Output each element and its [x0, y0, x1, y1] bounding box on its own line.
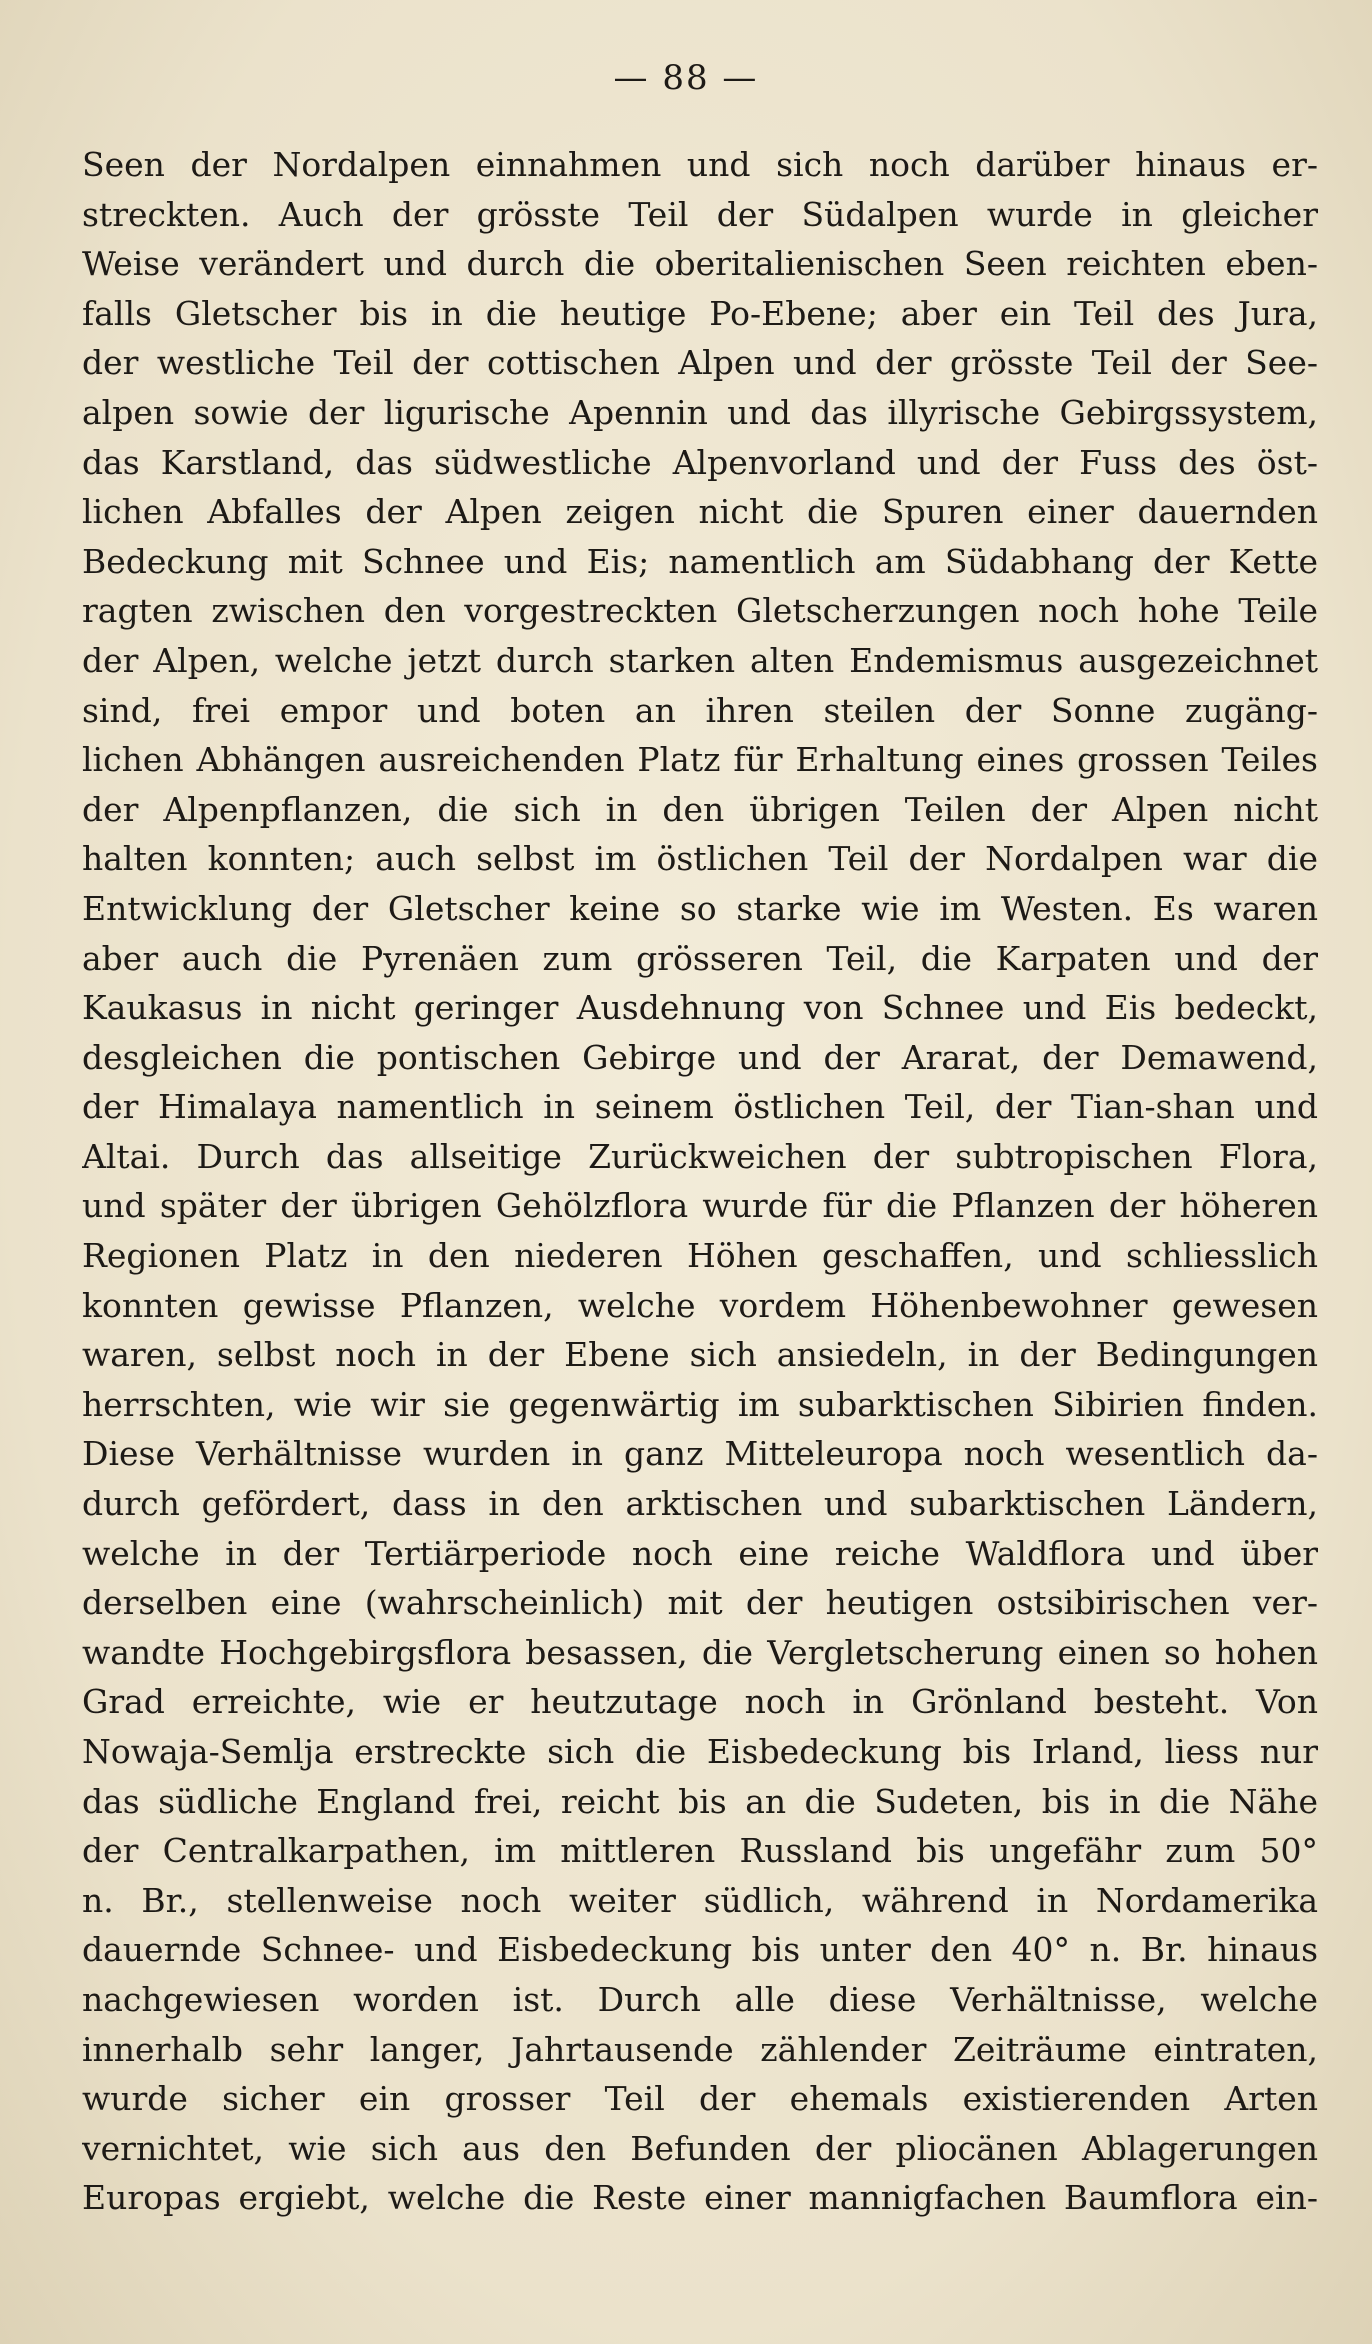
text-line: das Karstland, das südwestliche Alpenvorland und der Fuss des öst- — [82, 442, 1318, 482]
text-line: dauernde Schnee- und Eisbedeckung bis unter den 40° n. Br. hinaus — [82, 1930, 1318, 1970]
text-line: Europas ergiebt, welche die Reste einer mannigfachen Baumflora ein- — [82, 2178, 1318, 2218]
text-line: ragten zwischen den vorgestreckten Gletscherzungen noch hohe Teile — [82, 591, 1318, 631]
text-line: der westliche Teil der cottischen Alpen und der grösste Teil der See- — [82, 343, 1318, 383]
text-line: n. Br., stellenweise noch weiter südlich, während in Nordamerika — [82, 1880, 1318, 1920]
text-line: konnten gewisse Pflanzen, welche vordem Höhenbewohner gewesen — [82, 1285, 1318, 1325]
text-line: Seen der Nordalpen einnahmen und sich noch darüber hinaus er- — [82, 145, 1318, 184]
text-line: der Alpenpflanzen, die sich in den übrigen Teilen der Alpen nicht — [82, 789, 1318, 829]
text-line: und später der übrigen Gehölzflora wurde für die Pflanzen der höheren — [82, 1186, 1318, 1226]
text-line: streckten. Auch der grösste Teil der Südalpen wurde in gleicher — [82, 194, 1318, 234]
text-line: aber auch die Pyrenäen zum grösseren Teil, die Karpaten und der — [82, 938, 1318, 978]
text-line: das südliche England frei, reicht bis an die Sudeten, bis in die Nähe — [82, 1781, 1318, 1821]
text-line: desgleichen die pontischen Gebirge und der Ararat, der Demawend, — [82, 1037, 1318, 1077]
text-line: wandte Hochgebirgsflora besassen, die Vergletscherung einen so hohen — [82, 1632, 1318, 1672]
text-line: Bedeckung mit Schnee und Eis; namentlich am Südabhang der Kette — [82, 541, 1318, 581]
text-line: alpen sowie der ligurische Apennin und das illyrische Gebirgssystem, — [82, 392, 1318, 432]
text-line: Kaukasus in nicht geringer Ausdehnung von Schnee und Eis bedeckt, — [82, 988, 1318, 1028]
text-line: lichen Abfalles der Alpen zeigen nicht die Spuren einer dauernden — [82, 492, 1318, 532]
page-number: — 88 — — [613, 58, 759, 98]
text-line: nachgewiesen worden ist. Durch alle diese Verhältnisse, welche — [82, 1979, 1318, 2019]
text-line: Nowaja-Semlja erstreckte sich die Eisbedeckung bis Irland, liess nur — [82, 1732, 1318, 1771]
text-line: der Centralkarpathen, im mittleren Russland bis ungefähr zum 50° — [82, 1831, 1318, 1871]
text-line: welche in der Tertiärperiode noch eine reiche Waldflora und über — [82, 1533, 1318, 1573]
text-line: halten konnten; auch selbst im östlichen Teil der Nordalpen war die — [82, 839, 1318, 879]
body-text — [82, 140, 1318, 2223]
text-line: sind, frei empor und boten an ihren steilen der Sonne zugäng- — [82, 690, 1318, 730]
text-line: wurde sicher ein grosser Teil der ehemals existierenden Arten — [82, 2079, 1318, 2119]
text-line: lichen Abhängen ausreichenden Platz für Erhaltung eines grossen Teiles — [82, 740, 1318, 780]
text-line: innerhalb sehr langer, Jahrtausende zählender Zeiträume eintraten, — [82, 2029, 1318, 2069]
text-line: waren, selbst noch in der Ebene sich ansiedeln, in der Bedingungen — [82, 1335, 1318, 1375]
text-line: Weise verändert und durch die oberitalienischen Seen reichten eben- — [82, 244, 1318, 284]
text-line: Entwicklung der Gletscher keine so starke wie im Westen. Es waren — [82, 888, 1318, 928]
text-line: Regionen Platz in den niederen Höhen geschaffen, und schliesslich — [82, 1236, 1318, 1276]
text-line: Grad erreichte, wie er heutzutage noch in Grönland besteht. Von — [82, 1682, 1318, 1722]
text-line: Altai. Durch das allseitige Zurückweichen der subtropischen Flora, — [82, 1136, 1318, 1176]
text-line: herrschten, wie wir sie gegenwärtig im subarktischen Sibirien finden. — [82, 1384, 1318, 1424]
text-line: falls Gletscher bis in die heutige Po-Ebene; aber ein Teil des Jura, — [82, 293, 1318, 333]
text-line: der Himalaya namentlich in seinem östlichen Teil, der Tian-shan und — [82, 1087, 1318, 1127]
text-line: durch gefördert, dass in den arktischen und subarktischen Ländern, — [82, 1484, 1318, 1524]
text-line: der Alpen, welche jetzt durch starken alten Endemismus ausgezeichnet — [82, 640, 1318, 680]
text-line: vernichtet, wie sich aus den Befunden der pliocänen Ablagerungen — [82, 2128, 1318, 2168]
text-line: derselben eine (wahrscheinlich) mit der heutigen ostsibirischen ver- — [82, 1583, 1318, 1623]
text-line: Diese Verhältnisse wurden in ganz Mitteleuropa noch wesentlich da- — [82, 1434, 1318, 1474]
